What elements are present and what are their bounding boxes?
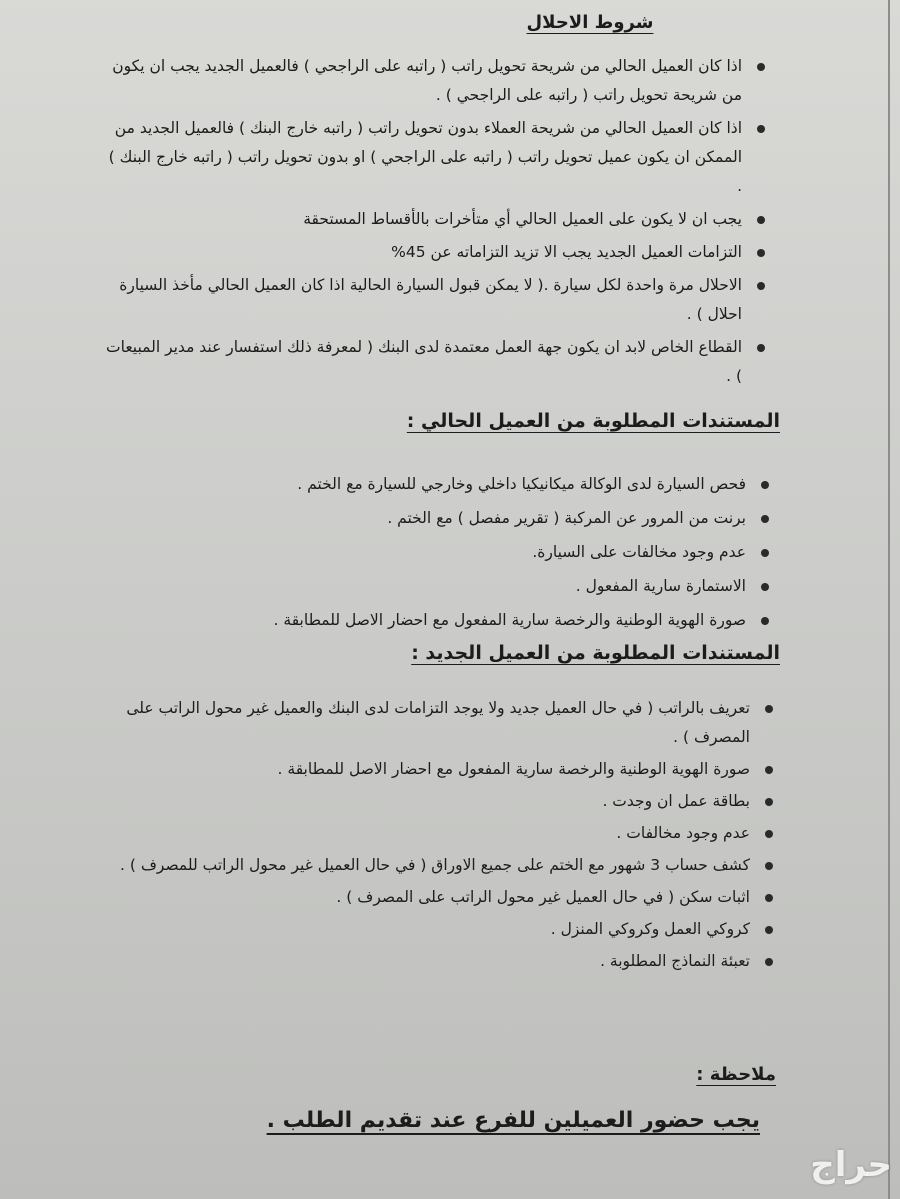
watermark-logo: حراج	[810, 1145, 892, 1185]
list-item: عدم وجود مخالفات .	[120, 819, 776, 848]
list-item: تعريف بالراتب ( في حال العميل جديد ولا يوجد التزامات لدى البنك والعميل غير محول الراتب على المصرف ) .	[120, 694, 776, 752]
list-item: اذا كان العميل الحالي من شريحة العملاء بدون تحويل راتب ( راتبه خارج البنك ) فالعميل الجديد من الممكن ان يكون عميل تحويل راتب ( راتبه على الراجحي ) او بدون تحويل راتب ( راتبه خارج البنك ) .	[106, 114, 768, 201]
new-client-docs-list	[120, 694, 776, 979]
new-client-heading: المستندات المطلوبة من العميل الجديد :	[411, 642, 780, 664]
current-client-heading: المستندات المطلوبة من العميل الحالي :	[406, 410, 780, 432]
list-item: اثبات سكن ( في حال العميل غير محول الراتب على المصرف ) .	[120, 883, 776, 912]
list-item: تعبئة النماذج المطلوبة .	[120, 947, 776, 976]
list-item: صورة الهوية الوطنية والرخصة سارية المفعول مع احضار الاصل للمطابقة .	[120, 755, 776, 784]
page-title: شروط الاحلال	[526, 12, 654, 33]
note-text: يجب حضور العميلين للفرع عند تقديم الطلب .	[266, 1108, 760, 1133]
list-item: القطاع الخاص لابد ان يكون جهة العمل معتمدة لدى البنك ( لمعرفة ذلك استفسار عند مدير المبيعات ) .	[106, 333, 768, 391]
document-content	[106, 10, 780, 1133]
note-label: ملاحظة :	[696, 1064, 776, 1085]
list-item: صورة الهوية الوطنية والرخصة سارية المفعول مع احضار الاصل للمطابقة .	[150, 606, 772, 635]
list-item: اذا كان العميل الحالي من شريحة تحويل راتب ( راتبه على الراجحي ) فالعميل الجديد يجب ان يكون من شريحة تحويل راتب ( راتبه على الراجحي ) .	[106, 52, 768, 110]
list-item: بطاقة عمل ان وجدت .	[120, 787, 776, 816]
list-item: الاستمارة سارية المفعول .	[150, 572, 772, 601]
current-client-docs-list	[150, 470, 772, 640]
list-item: التزامات العميل الجديد يجب الا تزيد التزاماته عن 45%	[106, 238, 768, 267]
list-item: كروكي العمل وكروكي المنزل .	[120, 915, 776, 944]
list-item: عدم وجود مخالفات على السيارة.	[150, 538, 772, 567]
page-edge-line	[888, 0, 890, 1199]
list-item: برنت من المرور عن المركبة ( تقرير مفصل ) مع الختم .	[150, 504, 772, 533]
conditions-list	[106, 52, 768, 395]
list-item: كشف حساب 3 شهور مع الختم على جميع الاوراق ( في حال العميل غير محول الراتب للمصرف ) .	[120, 851, 776, 880]
list-item: يجب ان لا يكون على العميل الحالي أي متأخرات بالأقساط المستحقة	[106, 205, 768, 234]
list-item: فحص السيارة لدى الوكالة ميكانيكيا داخلي وخارجي للسيارة مع الختم .	[150, 470, 772, 499]
list-item: الاحلال مرة واحدة لكل سيارة .( لا يمكن قبول السيارة الحالية اذا كان العميل الحالي مأخذ السيارة احلال ) .	[106, 271, 768, 329]
